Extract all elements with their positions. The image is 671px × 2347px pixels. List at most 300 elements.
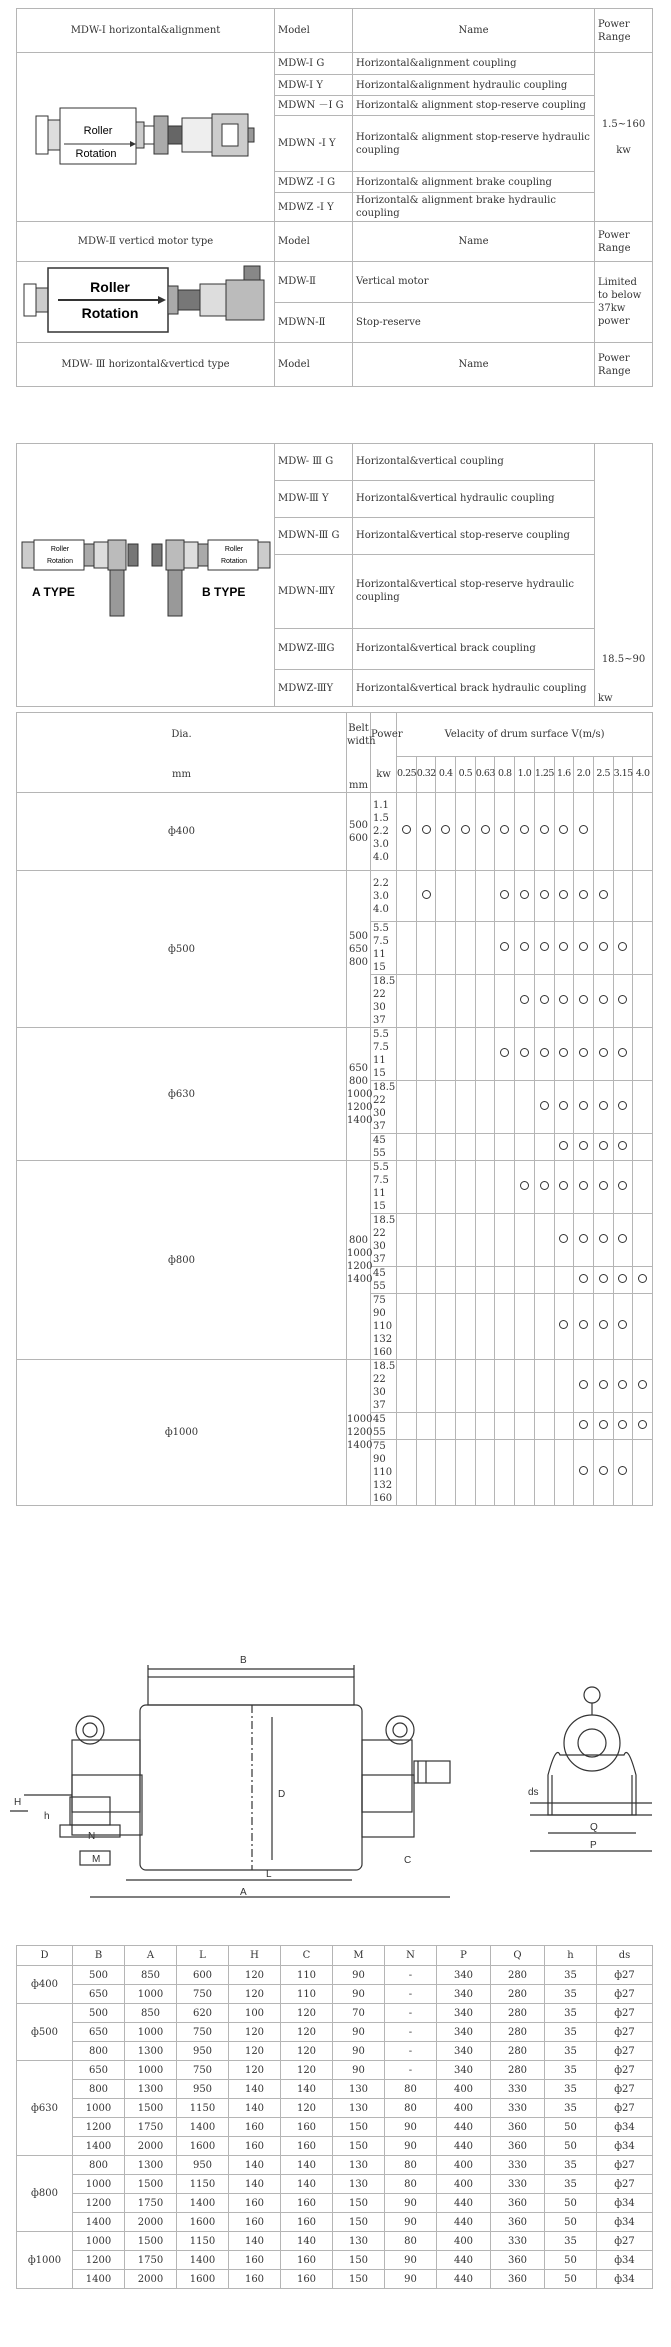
dim-header: A [125,1946,177,1966]
dimension-cell: 140 [229,2175,281,2194]
available-mark [599,1101,608,1110]
dimension-cell: 1200 [73,2251,125,2270]
available-mark [559,1101,568,1110]
name-cell: Horizontal&vertical coupling [353,444,595,481]
speed-cell [574,922,594,975]
dimension-cell: 150 [333,2137,385,2156]
dim-header: D [17,1946,73,1966]
model-cell: MDW- Ⅲ G [275,444,353,481]
dimension-cell: 50 [545,2118,597,2137]
available-mark [579,1420,588,1429]
dimension-cell: 400 [437,2080,491,2099]
available-mark [481,825,490,834]
roller-label: Roller [50,546,69,553]
speed-cell [436,1360,456,1413]
available-mark [599,1420,608,1429]
model-cell: MDWZ-ⅢG [275,628,353,669]
col-power: Power Range [595,222,653,262]
dimension-cell: 50 [545,2137,597,2156]
dimension-cell: 500 [73,2004,125,2023]
speed-cell [633,1360,653,1413]
dimension-cell: 800 [73,2156,125,2175]
speed-cell [397,1294,417,1360]
available-mark [599,995,608,1004]
col-model: Model [275,343,353,387]
speed-cell [456,1161,476,1214]
speed-cell [633,1028,653,1081]
speed-cell [436,871,456,922]
speed-cell [515,1214,535,1267]
available-mark [540,1048,549,1057]
speed-cell [554,1161,574,1214]
speed-cell [475,1134,495,1161]
name-cell: Horizontal& alignment brake hydraulic coupling [353,193,595,222]
dimension-cell: 440 [437,2213,491,2232]
dimension-cell: 500 [73,1966,125,1985]
speed-cell [416,1413,436,1440]
speed-cell [633,1413,653,1440]
belt-width: 800 1000 1200 1400 [347,1161,371,1360]
dimension-row [17,1966,653,1985]
horizontal-vertical-diagram [17,444,275,707]
speed-cell [554,1294,574,1360]
speed-cell [397,1134,417,1161]
speed-cell [574,1294,594,1360]
speed-cell [613,1294,633,1360]
dimension-cell: 360 [491,2251,545,2270]
drum-diameter: ф800 [17,1161,347,1360]
available-mark [579,942,588,951]
dimension-cell: 340 [437,2023,491,2042]
speed-cell [613,1413,633,1440]
speed-cell [515,1028,535,1081]
drum-diameter: ф500 [17,871,347,1028]
col-name: Name [353,222,595,262]
speed-cell [593,1360,613,1413]
speed-cell [574,1440,594,1506]
dim-q: Q [590,1822,598,1833]
available-mark [422,890,431,899]
dimension-cell: ф34 [597,2270,653,2289]
selection-row [17,1161,653,1214]
dimension-cell: 340 [437,2004,491,2023]
speed-cell [613,975,633,1028]
dimension-cell: 400 [437,2232,491,2251]
speed-header: 1.6 [554,757,574,793]
speed-cell [534,922,554,975]
a-type-label: A TYPE [31,585,75,599]
col-power: Power Range [595,9,653,53]
roller-label: Roller [83,125,112,137]
belt-width: 500 600 [347,793,371,871]
types-table-2 [16,443,652,707]
speed-cell [397,1028,417,1081]
speed-cell [633,1267,653,1294]
speed-cell [436,793,456,871]
dim-header: Q [491,1946,545,1966]
dimension-row [17,2270,653,2289]
dimension-cell: 130 [333,2232,385,2251]
speed-header: 0.25 [397,757,417,793]
dimension-row [17,2232,653,2251]
model-cell: MDWN-Ⅲ G [275,517,353,554]
speed-cell [475,1294,495,1360]
power-unit: kw [616,144,631,156]
dimension-cell: 440 [437,2270,491,2289]
speed-cell [554,1214,574,1267]
speed-cell [613,1214,633,1267]
dimension-cell: 35 [545,2099,597,2118]
available-mark [540,825,549,834]
available-mark [579,890,588,899]
speed-cell [593,1161,613,1214]
dimension-cell: 400 [437,2175,491,2194]
dimension-cell: 120 [229,1966,281,1985]
selection-row [17,871,653,922]
dimension-cell: 600 [177,1966,229,1985]
dimension-cell: 35 [545,2175,597,2194]
speed-cell [456,1214,476,1267]
dimension-cell: 35 [545,2023,597,2042]
dimension-cell: 440 [437,2137,491,2156]
dimension-cell: 90 [385,2137,437,2156]
speed-cell [534,1440,554,1506]
model-cell: MDWN-ⅢY [275,554,353,628]
dimension-cell: 150 [333,2270,385,2289]
speed-cell [475,1267,495,1294]
dimension-cell: 800 [73,2042,125,2061]
drum-diameter: ф1000 [17,1360,347,1506]
dimension-cell: 120 [229,2023,281,2042]
available-mark [520,890,529,899]
power-values: 18.5 22 30 37 [371,1081,397,1134]
available-mark [559,825,568,834]
speed-cell [633,975,653,1028]
speed-cell [436,1161,456,1214]
speed-cell [436,1413,456,1440]
speed-cell [456,922,476,975]
speed-header: 1.0 [515,757,535,793]
col-model: Model [275,9,353,53]
speed-cell [495,793,515,871]
svg-text:Roller: Roller [224,546,243,553]
speed-cell [515,871,535,922]
speed-cell [593,1440,613,1506]
vertical-motor-diagram [17,262,275,343]
dimension-cell: 140 [229,2232,281,2251]
dimension-cell: 35 [545,1966,597,1985]
speed-cell [633,1134,653,1161]
dim-header: h [545,1946,597,1966]
speed-cell [593,922,613,975]
dimension-cell: 2000 [125,2137,177,2156]
power-values: 18.5 22 30 37 [371,975,397,1028]
dimension-row [17,2061,653,2080]
dimension-cell: 80 [385,2156,437,2175]
dimension-cell: ф34 [597,2118,653,2137]
dimension-cell: 280 [491,2042,545,2061]
model-cell: MDW-Ⅱ [275,262,353,303]
speed-cell [534,1413,554,1440]
available-mark [638,1274,647,1283]
dimension-cell: 80 [385,2232,437,2251]
dimension-cell: 160 [229,2118,281,2137]
speed-cell [475,1360,495,1413]
dimension-cell: 160 [281,2118,333,2137]
dimension-cell: 750 [177,2023,229,2042]
name-cell: Stop-reserve [353,302,595,343]
dimension-cell: 360 [491,2194,545,2213]
speed-header: 2.5 [593,757,613,793]
dimension-cell: ф34 [597,2213,653,2232]
dim-header: L [177,1946,229,1966]
speed-cell [613,871,633,922]
speed-cell [456,1360,476,1413]
speed-cell [397,975,417,1028]
available-mark [559,942,568,951]
dimension-cell: ф27 [597,1966,653,1985]
available-mark [579,825,588,834]
dimension-cell: 950 [177,2080,229,2099]
col-model: Model [275,222,353,262]
belt-header: Belt width [347,713,371,757]
speed-header: 0.8 [495,757,515,793]
speed-cell [436,1214,456,1267]
available-mark [559,890,568,899]
dimension-cell: 160 [229,2194,281,2213]
dimension-cell: 330 [491,2156,545,2175]
speed-cell [456,1028,476,1081]
dimension-cell: 1150 [177,2175,229,2194]
available-mark [559,995,568,1004]
speed-cell [554,1134,574,1161]
horizontal-alignment-diagram [17,53,275,222]
available-mark [520,995,529,1004]
dimension-cell: 90 [385,2213,437,2232]
dimension-row [17,2023,653,2042]
speed-cell [534,1360,554,1413]
dim-b: B [240,1655,247,1666]
speed-cell [416,1161,436,1214]
dimension-cell: 750 [177,1985,229,2004]
speed-cell [534,1267,554,1294]
speed-cell [495,975,515,1028]
speed-cell [495,1440,515,1506]
dimension-cell: 330 [491,2175,545,2194]
dimension-cell: - [385,1966,437,1985]
dimension-cell: 90 [333,2061,385,2080]
power-values: 18.5 22 30 37 [371,1214,397,1267]
dimension-cell: 1750 [125,2251,177,2270]
speed-cell [534,1028,554,1081]
available-mark [579,1320,588,1329]
speed-cell [613,1028,633,1081]
available-mark [599,1141,608,1150]
speed-header: 0.4 [436,757,456,793]
col-name: Name [353,9,595,53]
dimension-cell: 1750 [125,2118,177,2137]
name-cell: Horizontal& alignment brake coupling [353,172,595,193]
speed-cell [613,1440,633,1506]
dimension-cell: 80 [385,2175,437,2194]
dimension-cell: 35 [545,1985,597,2004]
speed-cell [613,1134,633,1161]
speed-cell [554,871,574,922]
power-unit: kw [371,757,397,793]
speed-cell [534,1294,554,1360]
dimension-row [17,2118,653,2137]
speed-cell [475,922,495,975]
roller-label: Roller [89,279,130,295]
power-values: 45 55 [371,1413,397,1440]
speed-cell [495,1360,515,1413]
speed-cell [515,1413,535,1440]
speed-cell [574,1413,594,1440]
dimension-cell: 800 [73,2080,125,2099]
available-mark [540,995,549,1004]
speed-cell [416,793,436,871]
speed-cell [613,1360,633,1413]
speed-cell [574,871,594,922]
model-cell: MDWZ -Ⅰ G [275,172,353,193]
type-header: MDW-Ⅰ horizontal&alignment [17,9,275,53]
available-mark [599,1048,608,1057]
dim-header: M [333,1946,385,1966]
dimension-cell: 1600 [177,2213,229,2232]
speed-cell [613,1081,633,1134]
belt-width: 1000 1200 1400 [347,1360,371,1506]
speed-cell [436,1440,456,1506]
types-table-1 [16,8,652,387]
available-mark [559,1048,568,1057]
speed-cell [397,1214,417,1267]
speed-cell [436,922,456,975]
dimension-cell: 1750 [125,2194,177,2213]
velocity-header: Velacity of drum surface V(m/s) [397,713,653,757]
dimension-cell: 50 [545,2270,597,2289]
dimension-cell: 160 [281,2137,333,2156]
available-mark [441,825,450,834]
model-cell: MDWN －Ⅰ G [275,96,353,116]
dimension-cell: ф34 [597,2251,653,2270]
speed-cell [397,1081,417,1134]
dimension-row [17,2251,653,2270]
available-mark [559,1181,568,1190]
speed-cell [495,922,515,975]
dimension-cell: 1150 [177,2232,229,2251]
power-values: 5.5 7.5 11 15 [371,1028,397,1081]
available-mark [599,1466,608,1475]
dim-header: N [385,1946,437,1966]
dimension-cell: 120 [229,1985,281,2004]
dimension-cell: 80 [385,2080,437,2099]
dimension-cell: 1500 [125,2099,177,2118]
speed-cell [554,1413,574,1440]
dimension-cell: 160 [229,2251,281,2270]
available-mark [599,1234,608,1243]
dimension-cell: 150 [333,2118,385,2137]
dimension-cell: 120 [229,2042,281,2061]
dimension-cell: 1000 [73,2232,125,2251]
dimension-cell: 130 [333,2175,385,2194]
speed-cell [495,1161,515,1214]
speed-cell [515,793,535,871]
speed-cell [515,1440,535,1506]
speed-cell [633,1081,653,1134]
dimension-cell: 90 [333,1985,385,2004]
dimension-cell: 50 [545,2251,597,2270]
dimension-cell: 1500 [125,2232,177,2251]
power-range: Limited to below 37kw power [595,262,653,343]
dimension-cell: 1400 [73,2137,125,2156]
dimension-cell: ф27 [597,2080,653,2099]
power-value: 1.5~160 [601,118,646,130]
speed-cell [554,1081,574,1134]
dimension-cell: 110 [281,1966,333,1985]
speed-cell [397,1440,417,1506]
power-values: 1.1 1.5 2.2 3.0 4.0 [371,793,397,871]
dimension-row [17,2156,653,2175]
speed-cell [397,922,417,975]
speed-cell [515,1294,535,1360]
dimension-cell: 850 [125,1966,177,1985]
dimension-cell: 120 [229,2061,281,2080]
dimension-cell: 90 [385,2270,437,2289]
dimension-cell: 1200 [73,2118,125,2137]
power-values: 18.5 22 30 37 [371,1360,397,1413]
available-mark [618,1466,627,1475]
available-mark [461,825,470,834]
dia-unit: mm [17,757,347,793]
speed-cell [534,1161,554,1214]
col-name: Name [353,343,595,387]
speed-cell [574,1161,594,1214]
dimension-cell: 160 [281,2213,333,2232]
speed-cell [574,975,594,1028]
dimension-row [17,2175,653,2194]
drum-diameter: ф1000 [17,2232,73,2289]
svg-text:Rotation: Rotation [220,558,247,565]
name-cell: Horizontal&vertical stop-reserve coupling [353,517,595,554]
available-mark [618,1420,627,1429]
speed-cell [397,1267,417,1294]
speed-cell [554,975,574,1028]
dimension-cell: 140 [281,2175,333,2194]
speed-cell [534,975,554,1028]
dimension-cell: 150 [333,2251,385,2270]
model-cell: MDW-Ⅲ Y [275,480,353,517]
speed-cell [397,871,417,922]
dimension-cell: 360 [491,2213,545,2232]
dimension-cell: 140 [281,2156,333,2175]
speed-header: 2.0 [574,757,594,793]
dimension-cell: ф27 [597,2175,653,2194]
available-mark [618,942,627,951]
power-range [595,53,653,222]
speed-cell [633,1214,653,1267]
available-mark [618,1048,627,1057]
speed-cell [534,1081,554,1134]
dimension-cell: ф27 [597,2023,653,2042]
available-mark [618,995,627,1004]
dimension-cell: 650 [73,1985,125,2004]
dim-l: L [266,1869,272,1880]
dimension-row [17,2137,653,2156]
dimension-cell: 140 [229,2156,281,2175]
speed-header: 0.63 [475,757,495,793]
speed-cell [475,1413,495,1440]
belt-width: 650 800 1000 1200 1400 [347,1028,371,1161]
